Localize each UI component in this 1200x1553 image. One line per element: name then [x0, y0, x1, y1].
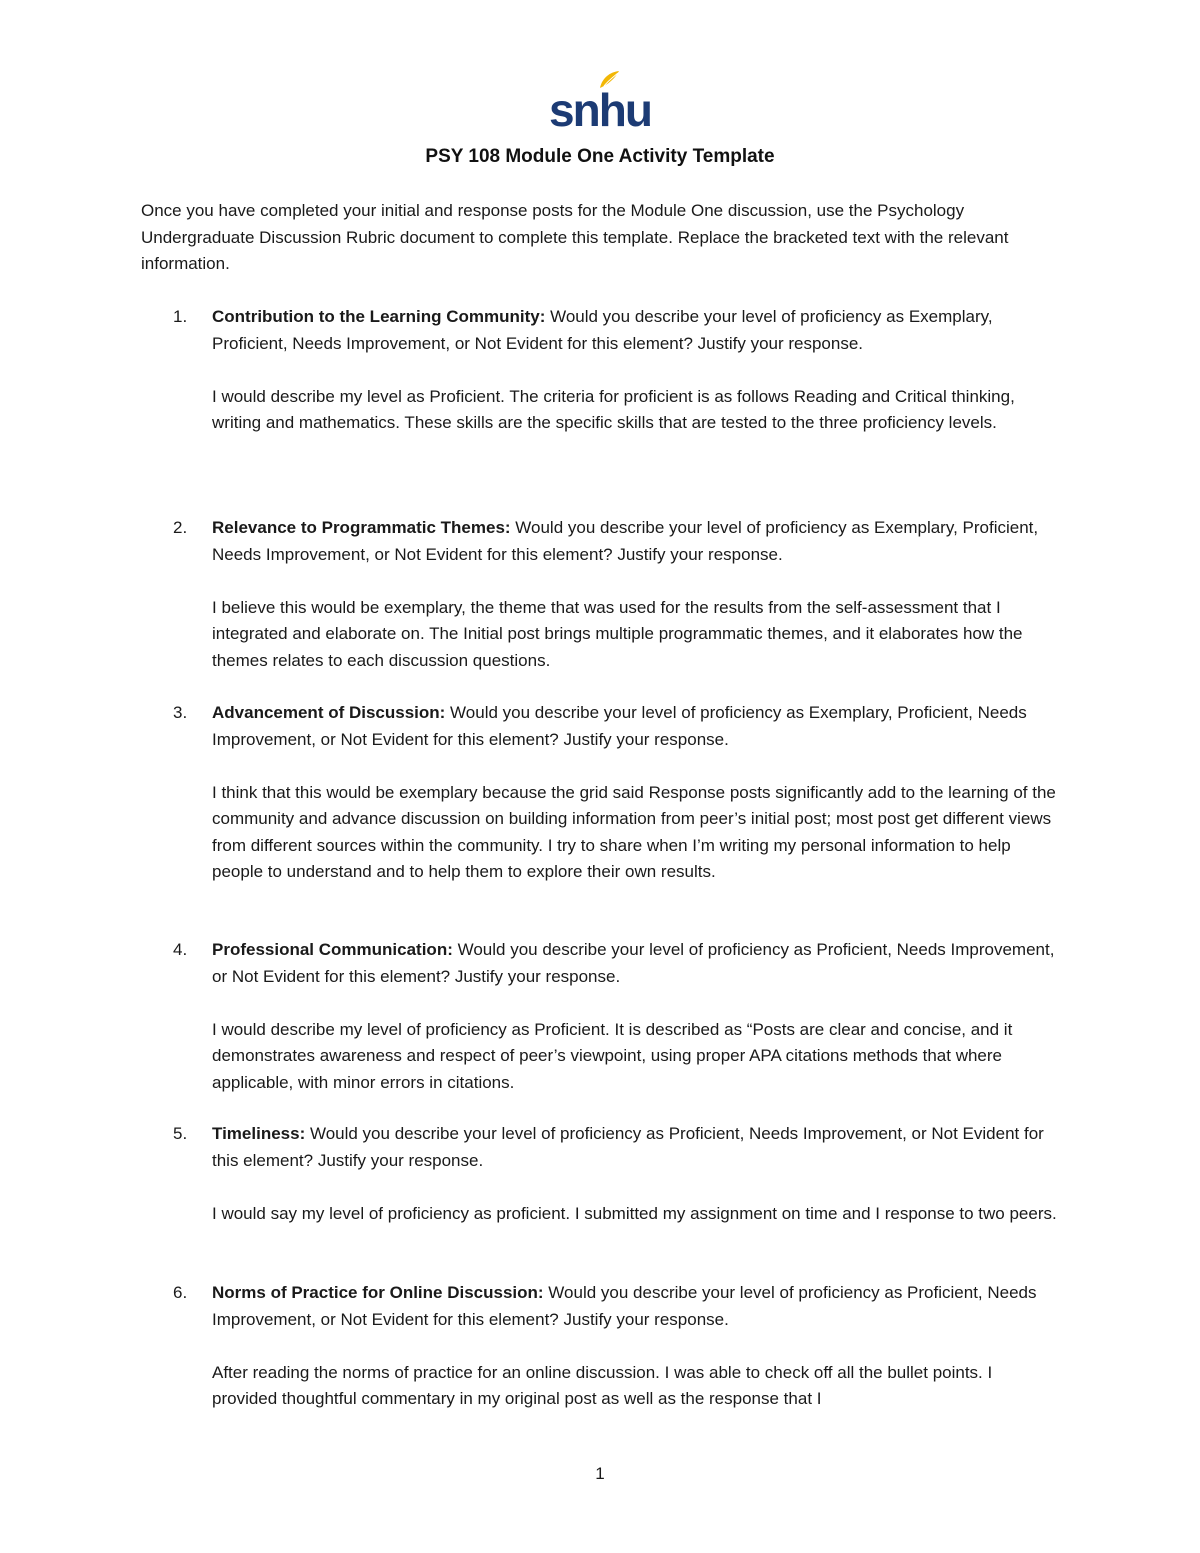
item-question-text: Would you describe your level of proficiency as Exemplary, Proficient, Needs Improvement, or Not Evident for this element? Justify your response.: [212, 518, 1039, 564]
item-number: 2.: [173, 518, 188, 537]
item-number: 5.: [173, 1124, 188, 1143]
item-body: [212, 937, 1060, 1096]
item-number: 6.: [173, 1283, 188, 1302]
page-number: 1: [595, 1464, 605, 1483]
item-body: [212, 304, 1060, 437]
item-body: [212, 700, 1060, 886]
item-question: [212, 700, 1060, 753]
item-question-text: Would you describe your level of proficiency as Proficient, Needs Improvement, or Not Evident for this element? Justify your response.: [212, 1283, 1037, 1329]
item-number: 3.: [173, 703, 188, 722]
item-answer: After reading the norms of practice for an online discussion. I was able to check off all the bullet points. I provided thoughtful commentary in my original post as well as the response that I: [212, 1362, 993, 1408]
item-answer: I would describe my level as Proficient. The criteria for proficient is as follows Reading and Critical thinking, writing and mathematics. These skills are the specific skills that are tested to the three proficiency levels.: [212, 386, 1015, 432]
item-question-text: Would you describe your level of proficiency as Exemplary, Proficient, Needs Improvement, or Not Evident for this element? Justify your response.: [212, 307, 993, 353]
intro-paragraph: Once you have completed your initial and response posts for the Module One discussion, use the Psychology Undergraduate Discussion Rubric document to complete this template. Replace the bracketed text with the relevant information.: [141, 201, 1009, 273]
item-question: [212, 515, 1060, 568]
item-heading: Professional Communication:: [212, 940, 453, 959]
item-question: [212, 1121, 1060, 1174]
logo-wordmark: snhu: [549, 84, 651, 136]
item-question-text: Would you describe your level of proficiency as Exemplary, Proficient, Needs Improvement, or Not Evident for this element? Justify your response.: [212, 703, 1027, 749]
item-question-text: Would you describe your level of proficiency as Proficient, Needs Improvement, or Not Evident for this element? Justify your response.: [212, 940, 1055, 986]
item-number: 4.: [173, 940, 188, 959]
snhu-logo: [540, 70, 660, 134]
item-body: [212, 515, 1060, 674]
item-question: [212, 937, 1060, 990]
item-heading: Contribution to the Learning Community:: [212, 307, 546, 326]
item-question-text: Would you describe your level of proficiency as Proficient, Needs Improvement, or Not Evident for this element? Justify your response.: [212, 1124, 1044, 1170]
item-question: [212, 304, 1060, 357]
item-question: [212, 1280, 1060, 1333]
item-answer: I would describe my level of proficiency as Proficient. It is described as “Posts are clear and concise, and it demonstrates awareness and respect of peer’s viewpoint, using proper APA citations methods that where applicable, with minor errors in citations.: [212, 1019, 1013, 1092]
item-heading: Norms of Practice for Online Discussion:: [212, 1283, 544, 1302]
item-body: [212, 1121, 1060, 1227]
item-heading: Advancement of Discussion:: [212, 703, 446, 722]
item-body: [212, 1280, 1060, 1413]
item-number: 1.: [173, 307, 188, 326]
item-answer: I believe this would be exemplary, the theme that was used for the results from the self-assessment that I integrated and elaborate on. The Initial post brings multiple programmatic themes, and it elaborates how the themes relates to each discussion questions.: [212, 597, 1023, 670]
item-answer: I would say my level of proficiency as proficient. I submitted my assignment on time and I response to two peers.: [212, 1203, 1057, 1223]
item-heading: Relevance to Programmatic Themes:: [212, 518, 511, 537]
item-answer: I think that this would be exemplary because the grid said Response posts significantly add to the learning of the community and advance discussion on building information from peer’s initial post; most post get different views from different sources within the community. I try to share when I’m writing my personal information to help people to understand and to help them to explore their own results.: [212, 782, 1056, 881]
page-title: PSY 108 Module One Activity Template: [425, 146, 775, 167]
item-heading: Timeliness:: [212, 1124, 306, 1143]
